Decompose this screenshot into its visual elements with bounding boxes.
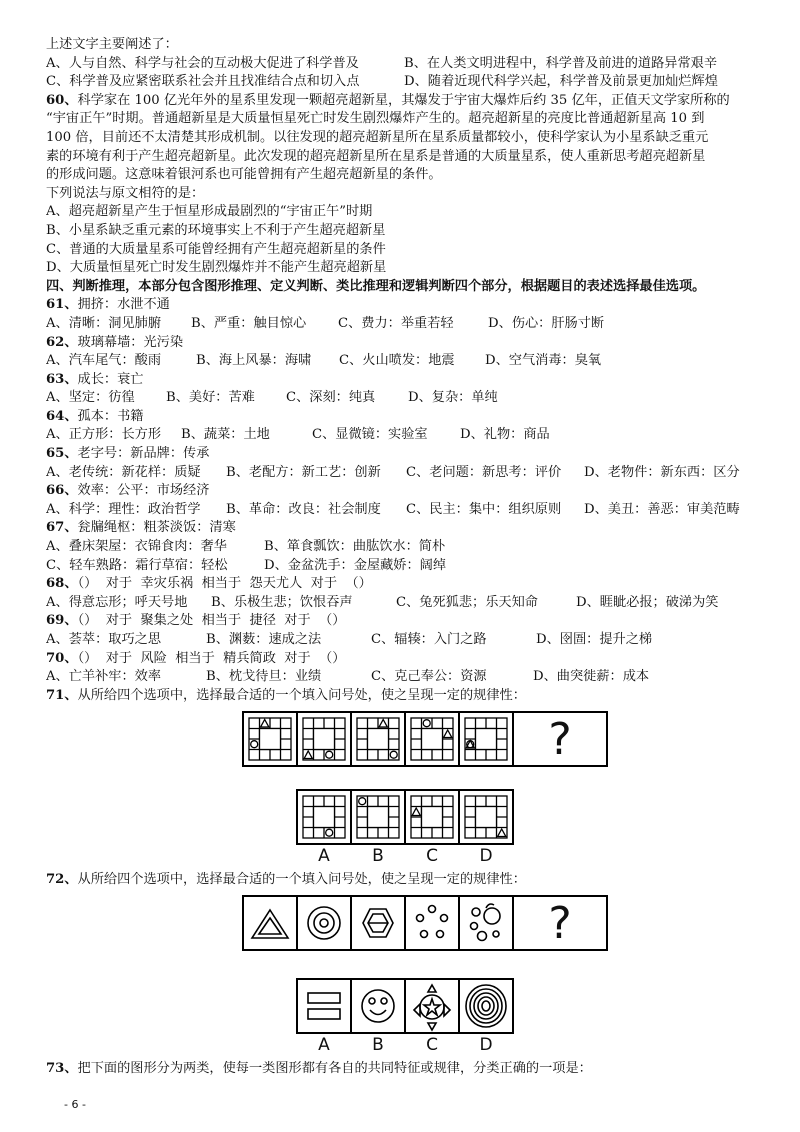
q59-option-a[interactable]: A、人与自然、科学与社会的互动极大促进了科学普及 (46, 55, 359, 71)
q69-option-a[interactable]: A、荟萃：取巧之思 (46, 632, 162, 647)
q70-option-c[interactable]: C、克己奉公：资源 (371, 669, 487, 685)
q67-options-row2 (46, 557, 762, 576)
q68-option-c[interactable]: C、兔死狐悲；乐天知命 (396, 594, 538, 610)
q61-option-a[interactable]: A、清晰：洞见肺腑 (46, 315, 162, 331)
q62-stem: 玻璃幕墙：光污染 (77, 334, 184, 350)
q68-option-b[interactable]: B、乐极生悲；饮恨吞声 (211, 594, 353, 610)
q60-option-a[interactable]: A、超亮超新星产生于恒星形成最剧烈的“宇宙正午”时期 (46, 204, 373, 220)
q65-block: 65、老字号：新品牌：传承 A、老传统：新花样：质疑 B、老配方：新工艺：创新 C、老问题：新思考：评价 D、老物件：新东西：区分 (46, 445, 762, 482)
q62-option-d[interactable]: D、空气消毒：臭氧 (485, 353, 602, 369)
q71-figure (46, 705, 762, 867)
q72-label-b[interactable]: B (372, 1034, 384, 1055)
q65-options (46, 464, 762, 483)
q70-option-a[interactable]: A、亡羊补牢：效率 (46, 669, 162, 685)
q60-passage-line4: 素的环境有利于产生超亮超新星。此次发现的超亮超新星所在星系是普通的大质量星系，使人重新思考超亮超新星 (46, 148, 706, 164)
q60-stem: 下列说法与原文相符的是： (46, 185, 205, 201)
q66-options (46, 501, 762, 520)
q67-stem: 瓮牖绳枢：粗茶淡饭：清寒 (77, 520, 236, 536)
q72-stem-line: 72、从所给四个选项中，选择最合适的一个填入问号处，使之呈现一定的规律性： (46, 872, 526, 888)
q67-option-d[interactable]: D、金盆洗手：金屋藏娇：阔绰 (264, 557, 447, 573)
q63-option-a[interactable]: A、坚定：彷徨 (46, 390, 135, 406)
q68-option-a[interactable]: A、得意忘形；呼天号地 (46, 594, 188, 610)
q64-block: 64、孤本：书籍 A、正方形：长方形 B、蔬菜：土地 C、显微镜：实验室 D、礼物：商品 (46, 408, 762, 445)
q72-options-strip (297, 979, 513, 1033)
q69-option-b[interactable]: B、渊薮：速成之法 (206, 632, 322, 647)
q64-option-d[interactable]: D、礼物：商品 (460, 427, 550, 443)
q66-option-c[interactable]: C、民主：集中：组织原则 (406, 501, 562, 517)
q72-label-c[interactable]: C (426, 1034, 438, 1055)
q62-options (46, 352, 762, 371)
q66-block: 66、效率：公平：市场经济 A、科学：理性：政治哲学 B、革命：改良：社会制度 C、民主：集中：组织原则 D、美丑：善恶：审美范畴 (46, 482, 762, 519)
q59-options-row2 (46, 73, 762, 92)
q69-option-d[interactable]: D、囹圄：提升之梯 (536, 632, 653, 647)
q61-block: 61、拥挤：水泄不通 A、清晰：洞见肺腑 B、严重：触目惊心 C、费力：举重若轻 D、伤心：肝肠寸断 (46, 296, 762, 333)
q65-option-d[interactable]: D、老物件：新东西：区分 (584, 464, 740, 480)
q72-stem: 从所给四个选项中，选择最合适的一个填入问号处，使之呈现一定的规律性： (77, 872, 526, 888)
q59-option-d[interactable]: D、随着近现代科学兴起，科学普及前景更加灿烂辉煌 (404, 74, 718, 90)
q72-question-mark: ? (548, 897, 572, 949)
q66-option-b[interactable]: B、革命：改良：社会制度 (226, 501, 381, 517)
q71-question-grids (249, 718, 507, 760)
q62-option-c[interactable]: C、火山喷发：地震 (339, 353, 455, 369)
q60-option-b[interactable]: B、小星系缺乏重元素的环境事实上不利于产生超亮超新星 (46, 222, 386, 238)
q67-option-c[interactable]: C、轻车熟路：霜行草宿：轻松 (46, 557, 228, 573)
page-number: - 6 - (64, 1098, 86, 1111)
q70-option-d[interactable]: D、曲突徙薪：成本 (533, 669, 650, 685)
q65-option-b[interactable]: B、老配方：新工艺：创新 (226, 464, 381, 480)
q65-option-a[interactable]: A、老传统：新花样：质疑 (46, 464, 201, 480)
q72-label-d[interactable]: D (479, 1034, 493, 1055)
q60-passage-line3: 100 倍，目前还不太清楚其形成机制。以往发现的超亮超新星所在星系质量都较小，使科学家认为小星系缺乏重元 (46, 129, 709, 145)
q70-block: 70、（） 对于 风险 相当于 精兵简政 对于 （） A、亡羊补牢：效率 B、枕戈待旦：业绩 C、克己奉公：资源 D、曲突徙薪：成本 (46, 650, 762, 687)
q73-stem-line: 73、把下面的图形分为两类，使每一类图形都有各自的共同特征或规律，分类正确的一项是： (46, 1060, 592, 1076)
page-content (46, 36, 762, 1079)
q73-stem: 把下面的图形分为两类，使每一类图形都有各自的共同特征或规律，分类正确的一项是： (77, 1060, 592, 1076)
q71-question-mark-cell (513, 712, 607, 766)
q62-option-b[interactable]: B、海上风暴：海啸 (196, 353, 312, 369)
q71-label-c[interactable]: C (426, 846, 438, 867)
q69-block: 69、（） 对于 聚集之处 相当于 捷径 对于 （） A、荟萃：取巧之思 B、渊薮：速成之法 C、辐辏：入门之路 D、囹圄：提升之梯 (46, 612, 762, 649)
q61-option-c[interactable]: C、费力：举重若轻 (338, 315, 454, 331)
q71-stem: 从所给四个选项中，选择最合适的一个填入问号处，使之呈现一定的规律性： (77, 687, 526, 703)
q71-stem-line: 71、从所给四个选项中，选择最合适的一个填入问号处，使之呈现一定的规律性： (46, 687, 526, 703)
q70-option-b[interactable]: B、枕戈待旦：业绩 (206, 669, 322, 685)
q67-options-row1 (46, 538, 762, 557)
q67-option-a[interactable]: A、叠床架屋：衣锦食肉：奢华 (46, 539, 227, 555)
q59-stem: 上述文字主要阐述了： (46, 37, 178, 52)
q69-stem: （） 对于 聚集之处 相当于 捷径 对于 （） (77, 613, 346, 629)
q72-option-figures (308, 985, 506, 1030)
q70-stem: （） 对于 风险 相当于 精兵简政 对于 （） (77, 650, 346, 666)
q69-option-c[interactable]: C、辐辏：入门之路 (371, 632, 487, 647)
q67-block: 67、瓮牖绳枢：粗茶淡饭：清寒 A、叠床架屋：衣锦食肉：奢华 B、箪食瓢饮：曲肱饮水：简朴 C、轻车熟路：霜行草宿：轻松 D、金盆洗手：金屋藏娇：阔绰 (46, 519, 762, 575)
q68-options (46, 594, 762, 613)
section-heading: 四、判断推理，本部分包含图形推理、定义判断、类比推理和逻辑判断四个部分，根据题目的表述选择最佳选项。 (46, 278, 706, 294)
q70-options (46, 668, 762, 687)
q63-option-d[interactable]: D、复杂：单纯 (408, 390, 498, 406)
q63-options (46, 389, 762, 408)
q60-option-d[interactable]: D、大质量恒星死亡时发生剧烈爆炸并不能产生超亮超新星 (46, 260, 387, 276)
q59-option-c[interactable]: C、科学普及应紧密联系社会并且找准结合点和切入点 (46, 74, 360, 90)
q66-stem: 效率：公平：市场经济 (77, 483, 210, 499)
q66-option-a[interactable]: A、科学：理性：政治哲学 (46, 501, 201, 517)
q69-options (46, 631, 762, 650)
q64-options (46, 426, 762, 445)
q60-passage-line5: 的形成问题。这意味着银河系也可能曾拥有产生超亮超新星的条件。 (46, 167, 442, 183)
q60-number: 60、 (46, 92, 78, 108)
q63-option-b[interactable]: B、美好：苦难 (166, 390, 255, 406)
q72-label-a[interactable]: A (318, 1034, 330, 1055)
q68-option-d[interactable]: D、睚眦必报；破涕为笑 (576, 594, 719, 610)
q64-option-b[interactable]: B、蔬菜：土地 (181, 427, 270, 443)
q61-options (46, 315, 762, 334)
q66-option-d[interactable]: D、美丑：善恶：审美范畴 (584, 501, 740, 517)
q63-option-c[interactable]: C、深刻：纯真 (286, 390, 376, 406)
q60-passage-line1: 60、科学家在 100 亿光年外的星系里发现一颗超亮超新星，其爆发于宇宙大爆炸后约 35 亿年，正值天文学家所称的 (46, 92, 730, 108)
q71-grid-svg (46, 705, 762, 847)
q72-svg (46, 890, 762, 1036)
q65-stem: 老字号：新品牌：传承 (77, 446, 210, 462)
q61-stem: 拥挤：水泄不通 (77, 297, 170, 313)
q64-stem: 孤本：书籍 (77, 408, 144, 424)
q71-question-mark: ? (548, 714, 572, 766)
q61-option-d[interactable]: D、伤心：肝肠寸断 (488, 315, 605, 331)
q72-question-mark-cell (513, 896, 607, 950)
q63-block: 63、成长：衰亡 A、坚定：彷徨 B、美好：苦难 C、深刻：纯真 D、复杂：单纯 (46, 371, 762, 408)
q72-figure (46, 890, 762, 1055)
q60-option-c[interactable]: C、普通的大质量星系可能曾经拥有产生超亮超新星的条件 (46, 241, 386, 257)
q64-option-a[interactable]: A、正方形：长方形 (46, 427, 162, 443)
q63-stem: 成长：衰亡 (77, 371, 144, 387)
q68-stem: （） 对于 幸灾乐祸 相当于 怨天尤人 对于 （） (77, 576, 372, 592)
q60-passage-line2: “宇宙正午”时期。普通超新星是大质量恒星死亡时发生剧烈爆炸产生的。超亮超新星的亮度比普通超新星高 10 到 (46, 111, 705, 127)
q61-option-b[interactable]: B、严重：触目惊心 (191, 315, 307, 331)
q64-option-c[interactable]: C、显微镜：实验室 (312, 427, 428, 443)
q59-options-row1 (46, 55, 762, 74)
q62-block: 62、玻璃幕墙：光污染 A、汽车尾气：酸雨 B、海上风暴：海啸 C、火山喷发：地震 D、空气消毒：臭氧 (46, 334, 762, 371)
q68-block: 68、（） 对于 幸灾乐祸 相当于 怨天尤人 对于 （） A、得意忘形；呼天号地 B、乐极生悲；饮恨吞声 C、兔死狐悲；乐天知命 D、睚眦必报；破涕为笑 (46, 575, 762, 612)
q71-label-b[interactable]: B (372, 846, 384, 867)
q71-label-d[interactable]: D (479, 846, 493, 867)
q59-option-b[interactable]: B、在人类文明进程中，科学普及前进的道路异常艰辛 (404, 55, 718, 71)
q72-question-figures (252, 904, 500, 941)
q71-label-a[interactable]: A (318, 846, 330, 867)
q65-option-c[interactable]: C、老问题：新思考：评价 (406, 464, 562, 480)
q67-option-b[interactable]: B、箪食瓢饮：曲肱饮水：简朴 (264, 539, 446, 555)
q62-option-a[interactable]: A、汽车尾气：酸雨 (46, 353, 162, 369)
